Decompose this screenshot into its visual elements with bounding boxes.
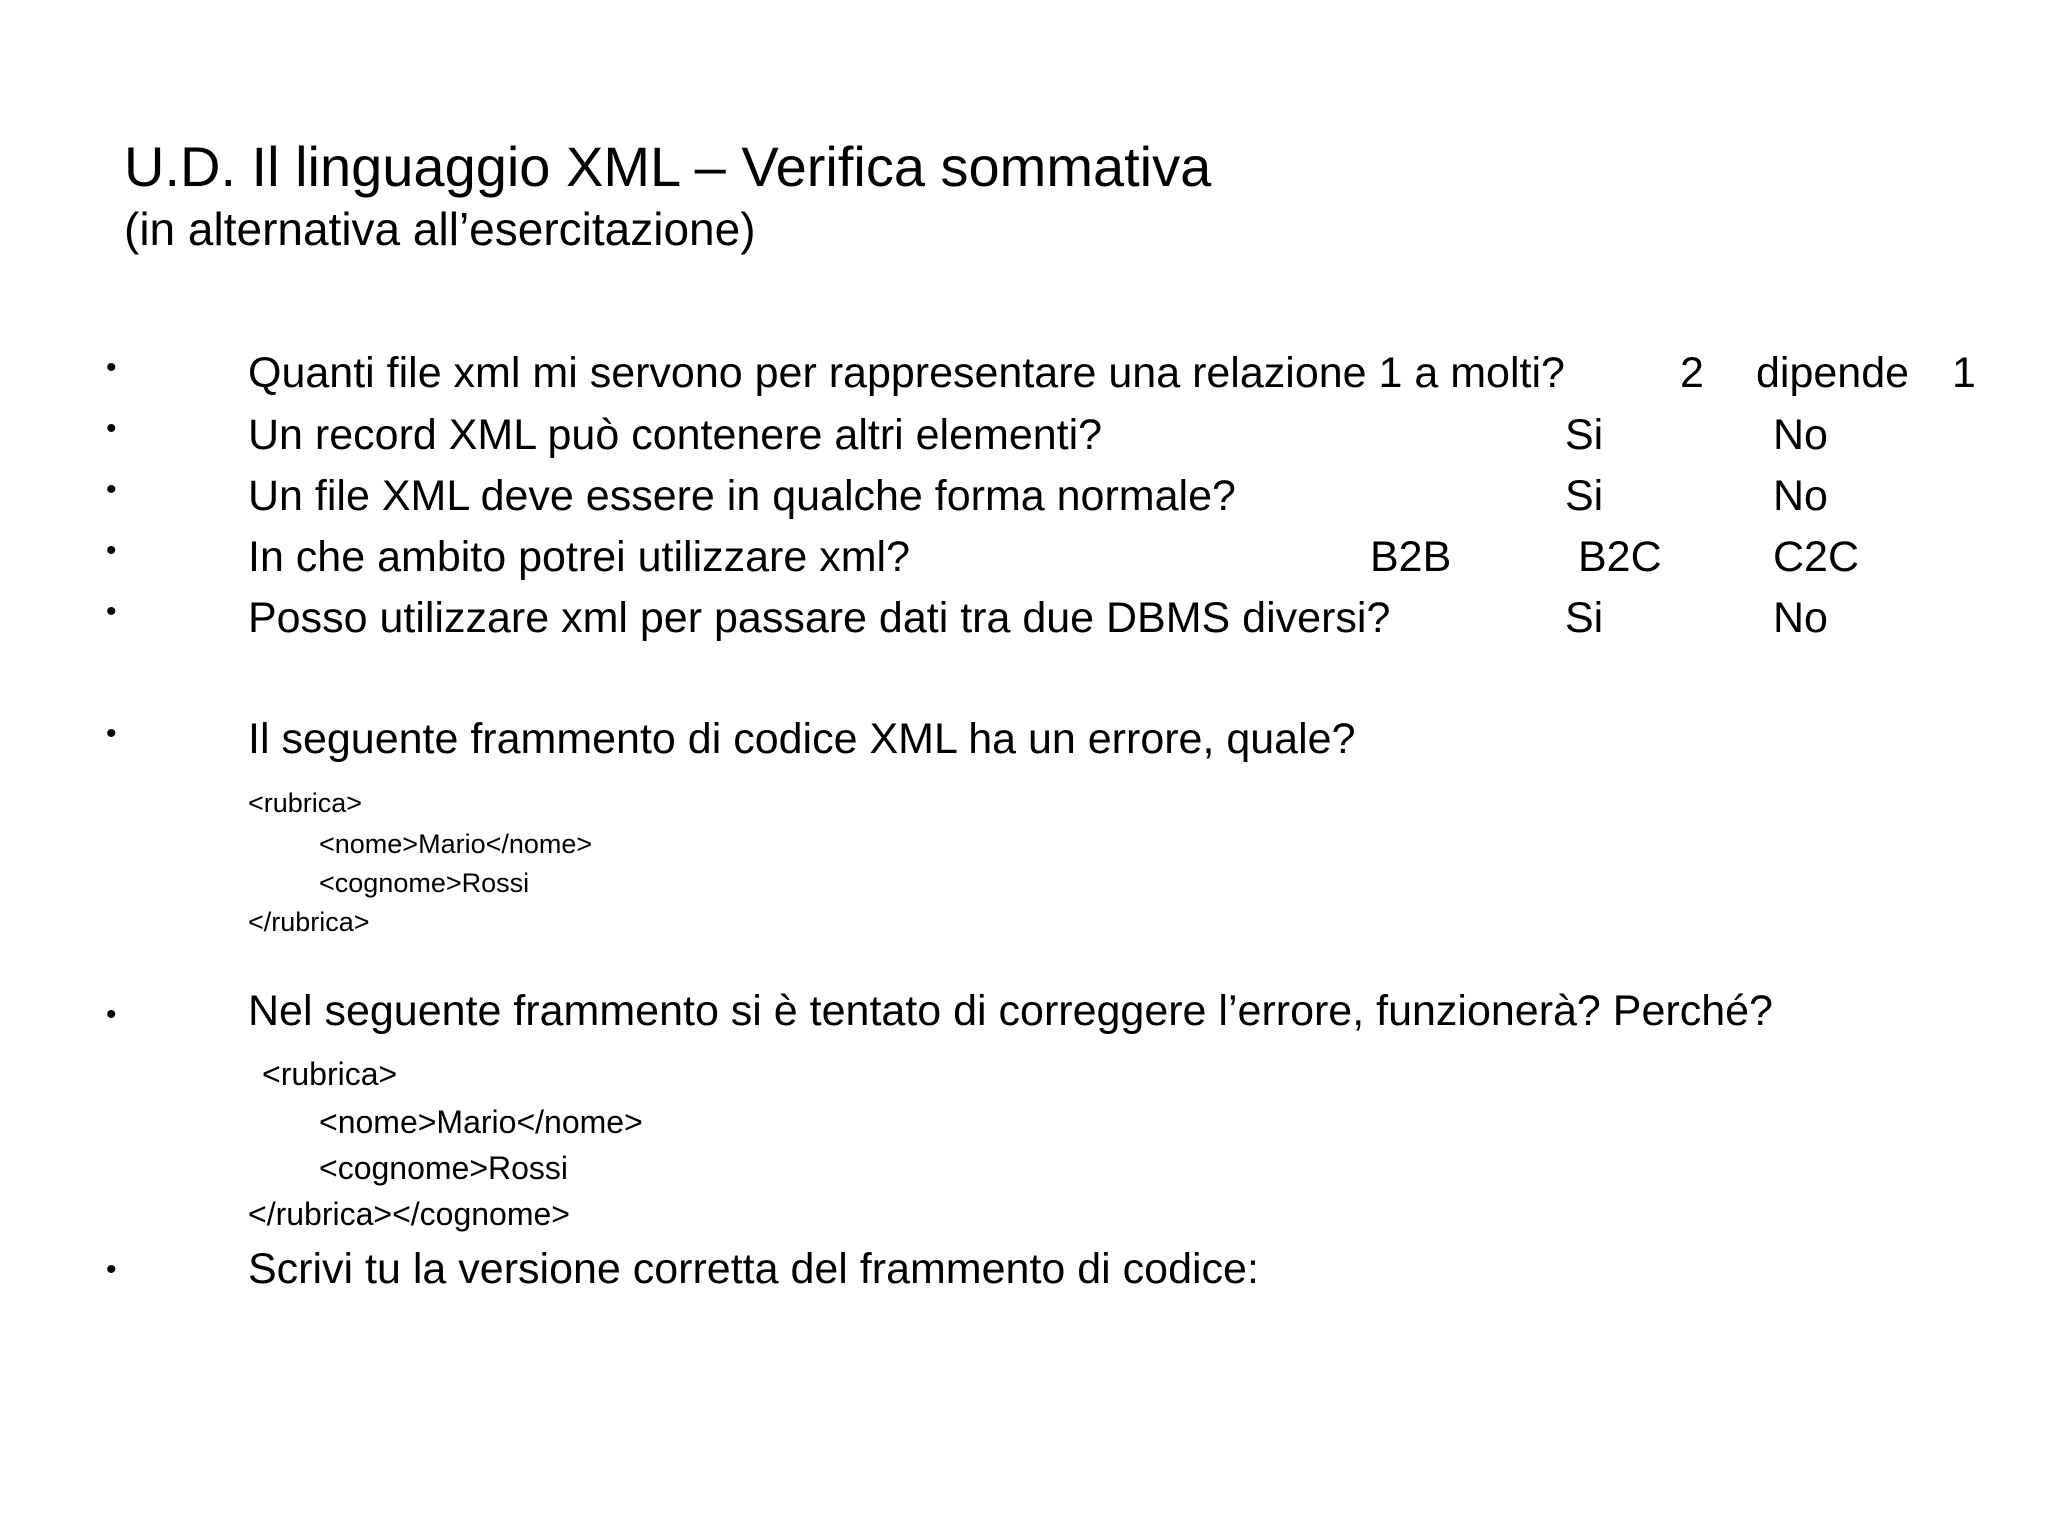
code2-line-2: <nome>Mario</nome> [319,1104,643,1140]
slide-subtitle: (in alternativa all’esercitazione) [124,203,756,255]
question-4-option-1: B2B [1370,533,1452,581]
question-2-text: Un record XML può contenere altri elementi? [248,411,1103,459]
code2-line-1: <rubrica> [262,1056,398,1092]
question-3-option-1: Si [1565,472,1604,520]
code2-line-3: <cognome>Rossi [319,1150,569,1186]
question-5-text: Posso utilizzare xml per passare dati tra due DBMS diversi? [248,594,1391,642]
final-question-text: Scrivi tu la versione corretta del frammento di codice: [248,1245,1259,1293]
question-5-option-2: No [1773,594,1828,642]
question-3-option-2: No [1773,472,1828,520]
question-4-text: In che ambito potrei utilizzare xml? [248,533,911,581]
bullet-q5: • [106,595,117,628]
code1-line-3: <cognome>Rossi [319,868,530,898]
question-2-option-1: Si [1565,411,1604,459]
bullet-error-question: • [106,717,117,750]
bullet-q1: • [106,351,117,384]
question-1-option-3: 1 [1952,349,1976,397]
question-4-option-2: B2C [1578,533,1662,581]
question-1-text: Quanti file xml mi servono per rappresentare una relazione 1 a molti? [248,349,1565,397]
question-3-text: Un file XML deve essere in qualche forma normale? [248,472,1236,520]
code1-line-1: <rubrica> [248,788,363,818]
bullet-q4: • [106,534,117,567]
question-4-option-3: C2C [1773,533,1860,581]
code2-line-4: </rubrica></cognome> [248,1196,570,1232]
question-2-option-2: No [1773,411,1828,459]
question-1-option-1: 2 [1680,349,1704,397]
bullet-q3: • [106,473,117,506]
bullet-fix-question: • [106,998,117,1031]
question-1-option-2: dipende [1756,349,1910,397]
question-5-option-1: Si [1565,594,1604,642]
slide-title: U.D. Il linguaggio XML – Verifica sommativa [124,135,1212,198]
bullet-q2: • [106,412,117,445]
bullet-final-question: • [106,1253,117,1286]
error-question-text: Il seguente frammento di codice XML ha un errore, quale? [248,715,1356,763]
fix-question-text: Nel seguente frammento si è tentato di correggere l’errore, funzionerà? Perché? [248,987,1773,1035]
code1-line-4: </rubrica> [248,907,370,937]
code1-line-2: <nome>Mario</nome> [319,829,593,859]
